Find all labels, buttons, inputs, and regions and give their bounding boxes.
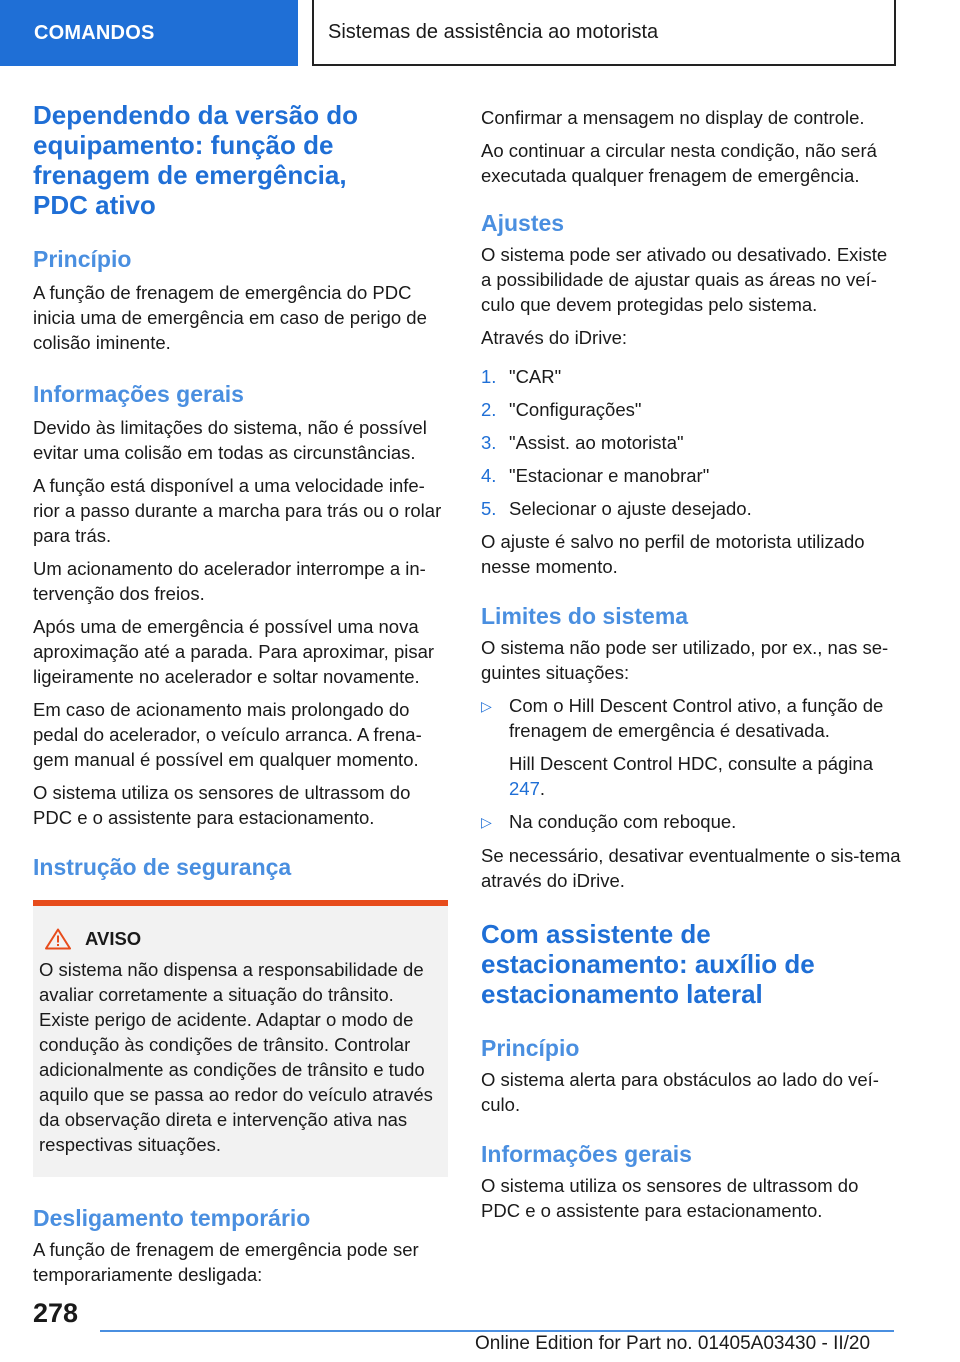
section-title: Dependendo da versão do equipamento: função de frenagem de emergência, PDC ativo bbox=[33, 100, 359, 220]
page-number: 278 bbox=[33, 1298, 79, 1328]
warning-label: AVISO bbox=[85, 928, 142, 949]
info-paragraph: Um acionamento do acelerador interrompe a in‐tervenção dos freios. bbox=[33, 558, 426, 604]
info-paragraph: Devido às limitações do sistema, não é possível evitar uma colisão em todas as circunstâncias. bbox=[33, 417, 427, 463]
section-tab: COMANDOS bbox=[0, 0, 298, 66]
list-item: 2. "Configurações" bbox=[481, 399, 642, 420]
info-paragraph: Após uma de emergência é possível uma nova aproximação até a parada. Para aproximar, pisar ligeiramente no acelerador e soltar novamente. bbox=[33, 616, 435, 687]
left-column bbox=[33, 100, 448, 1287]
right-column bbox=[481, 105, 901, 1223]
info-heading: Informações gerais bbox=[33, 381, 244, 407]
bullet-triangle-icon: ▷ bbox=[481, 814, 492, 830]
ajustes-text: O sistema pode ser ativado ou desativado. Existe a possibilidade de ajustar quais as áreas no veí‐culo que devem protegidas pelo sistema. bbox=[481, 244, 888, 315]
warning-box bbox=[33, 906, 448, 1177]
list-item: 4. "Estacionar e manobrar" bbox=[481, 465, 710, 486]
principio-text: A função de frenagem de emergência do PDC inicia uma de emergência em caso de perigo de colisão iminente. bbox=[33, 282, 427, 353]
principio2-heading: Princípio bbox=[481, 1035, 580, 1061]
info-paragraph: Em caso de acionamento mais prolongado do pedal do acelerador, o veículo arranca. A frena‐gem manual é possível em qualquer momento. bbox=[33, 699, 422, 770]
footer-edition: Online Edition for Part no. 01405A03430 - II/20 bbox=[475, 1333, 871, 1354]
footer-rule bbox=[100, 1330, 894, 1332]
info2-text: O sistema utiliza os sensores de ultrassom do PDC e o assistente para estacionamento. bbox=[481, 1175, 859, 1221]
desligamento-heading: Desligamento temporário bbox=[33, 1205, 311, 1231]
info-paragraph: A função está disponível a uma velocidade infe‐rior a passo durante a marcha para trás ou o rolar para trás. bbox=[33, 475, 442, 546]
list-item: 3. "Assist. ao motorista" bbox=[481, 432, 684, 453]
limites-heading: Limites do sistema bbox=[481, 603, 689, 629]
chapter-title: Sistemas de assistência ao motorista bbox=[312, 0, 896, 66]
desligamento-text: A função de frenagem de emergência pode ser temporariamente desligada: bbox=[33, 1239, 419, 1285]
section-title-2: Com assistente de estacionamento: auxílio de estacionamento lateral bbox=[481, 919, 815, 1009]
list-item: ▷ Na condução com reboque. bbox=[481, 809, 901, 835]
info-paragraph: O sistema utiliza os sensores de ultrassom do PDC e o assistente para estacionamento. bbox=[33, 782, 411, 828]
intro-paragraph: Confirmar a mensagem no display de controle. bbox=[481, 107, 865, 128]
limites-text: O sistema não pode ser utilizado, por ex., nas se‐guintes situações: bbox=[481, 637, 889, 683]
principio-heading: Princípio bbox=[33, 246, 132, 272]
list-item: ▷ Com o Hill Descent Control ativo, a função de frenagem de emergência é desativada. Hill Descent Control HDC, consulte a página 247. bbox=[481, 695, 884, 799]
warning-block bbox=[33, 900, 448, 1177]
page-link[interactable]: 247 bbox=[509, 778, 540, 799]
ajustes-heading: Ajustes bbox=[481, 210, 565, 236]
ajustes-idrive-text: Através do iDrive: bbox=[481, 327, 627, 348]
warning-triangle-icon bbox=[45, 928, 71, 950]
list-item: 5. Selecionar o ajuste desejado. bbox=[481, 498, 752, 519]
limites-list bbox=[481, 693, 901, 835]
principio2-text: O sistema alerta para obstáculos ao lado do veí‐culo. bbox=[481, 1069, 879, 1115]
steps-list bbox=[481, 364, 901, 521]
warning-header bbox=[39, 926, 440, 951]
safety-heading: Instrução de segurança bbox=[33, 854, 292, 880]
ajustes-profile-text: O ajuste é salvo no perfil de motorista utilizado nesse momento. bbox=[481, 531, 865, 577]
warning-text: O sistema não dispensa a responsabilidade de avaliar corretamente a situação do trânsito. Existe perigo de acidente. Adaptar o modo de condução às condições de trânsito. Controlar adicionalmente as condições de trânsito e tudo aquilo que se passa ao redor do veículo através da observação direta e intervenção ativa nas respectivas situações. bbox=[39, 959, 433, 1155]
intro-paragraph: Ao continuar a circular nesta condição, não será executada qualquer frenagem de emergência. bbox=[481, 140, 877, 186]
list-item: 1. "CAR" bbox=[481, 366, 562, 387]
bullet-triangle-icon: ▷ bbox=[481, 698, 492, 714]
limites-after-text: Se necessário, desativar eventualmente o sis‐tema através do iDrive. bbox=[481, 845, 901, 891]
info2-heading: Informações gerais bbox=[481, 1141, 692, 1167]
